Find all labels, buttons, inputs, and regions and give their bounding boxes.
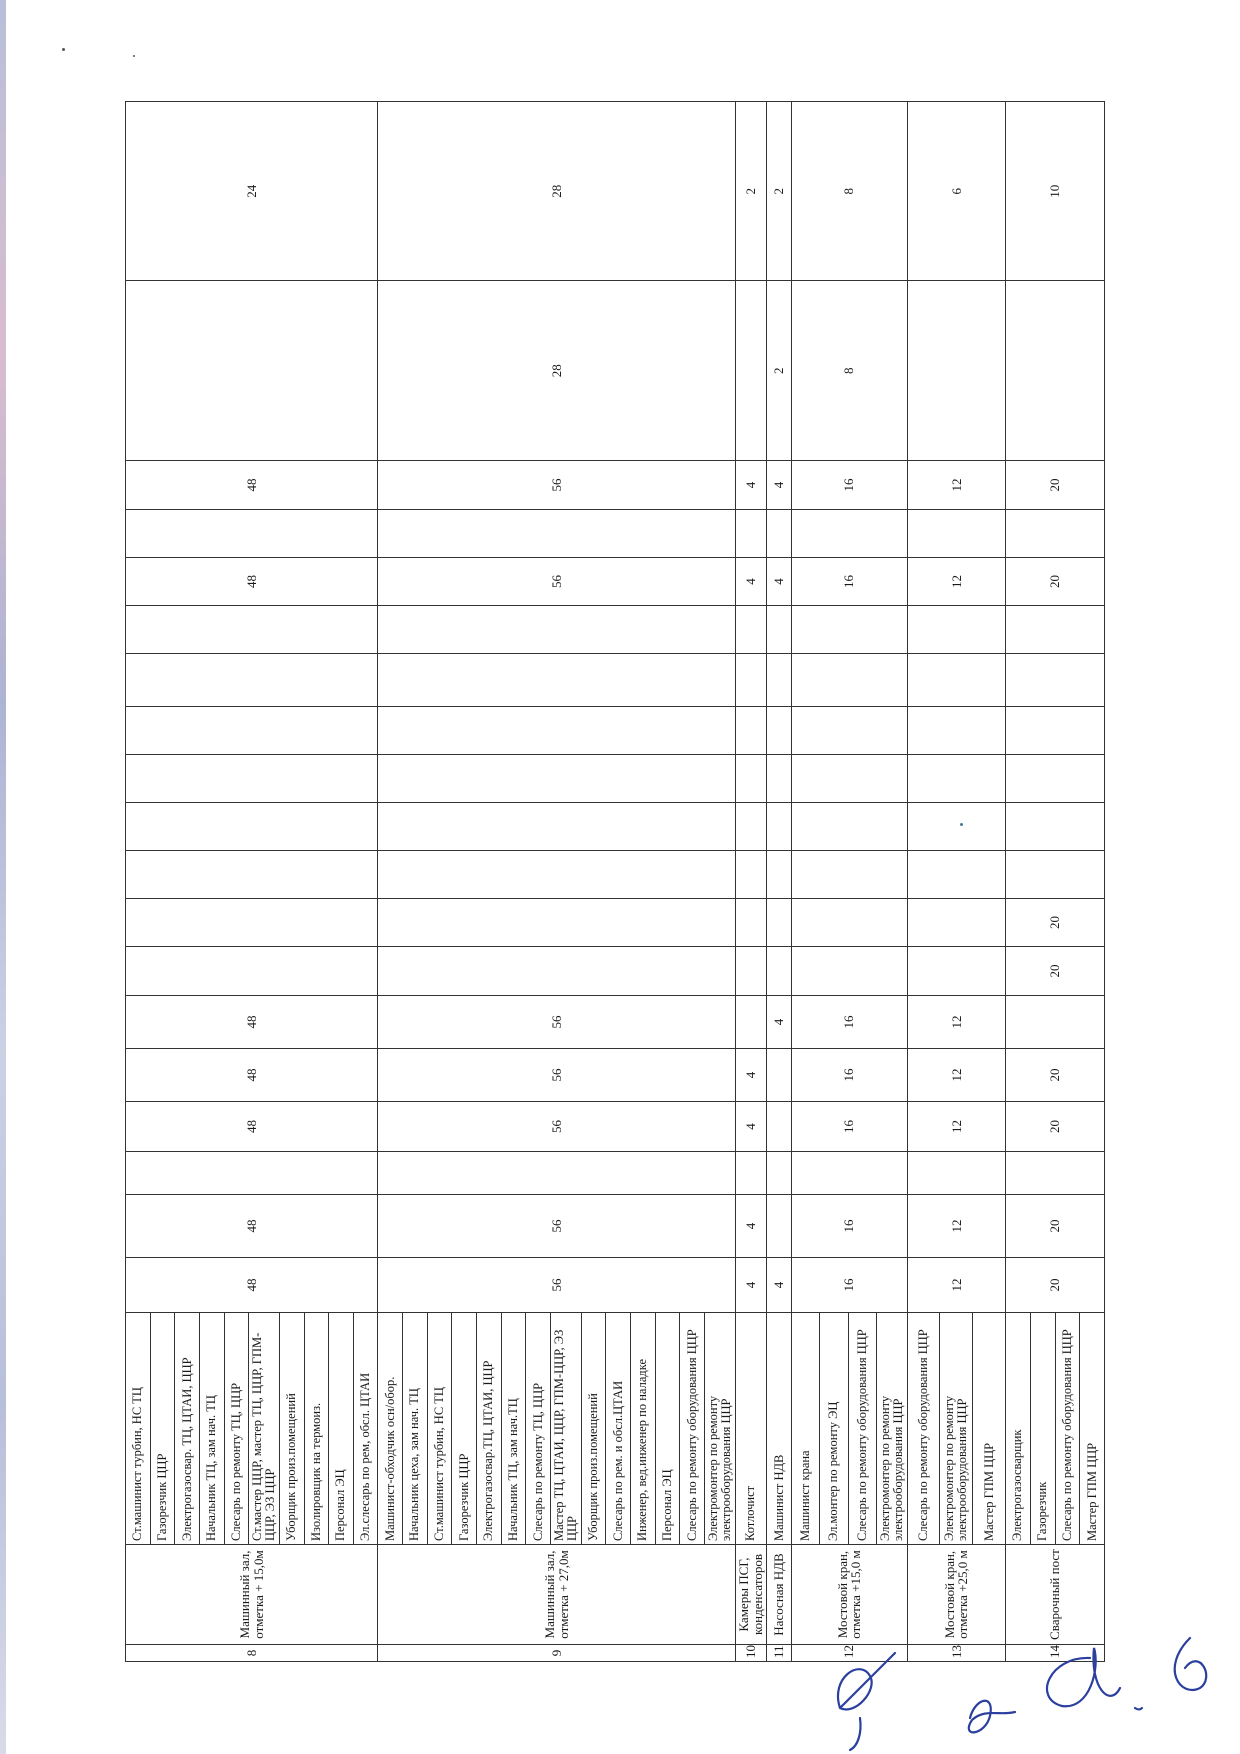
value-cell: 20 — [1006, 461, 1105, 510]
value-cell — [791, 803, 907, 851]
value-cell — [378, 755, 735, 803]
profession-cell: Слесарь по ремонту оборудования ЦЦР — [1055, 1313, 1080, 1545]
value-cell: 16 — [791, 461, 907, 510]
value-cell: 16 — [791, 558, 907, 606]
value-cell — [767, 755, 792, 803]
value-cell — [907, 1152, 1006, 1195]
value-cell — [1006, 996, 1105, 1049]
value-cell — [735, 803, 767, 851]
value-cell — [126, 947, 378, 996]
profession-cell: Котлочист — [735, 1313, 767, 1545]
handwritten-signatures — [800, 1598, 1220, 1754]
row-number: 14 — [1006, 1645, 1105, 1662]
table-row — [791, 102, 819, 1662]
value-cell: 4 — [735, 1195, 767, 1258]
value-cell — [907, 707, 1006, 755]
value-cell: 48 — [126, 1195, 378, 1258]
value-cell: 16 — [791, 996, 907, 1049]
value-cell: 48 — [126, 1049, 378, 1102]
value-cell: 28 — [378, 281, 735, 461]
value-cell — [735, 996, 767, 1049]
workplace-table — [125, 101, 1105, 1662]
value-cell — [791, 606, 907, 654]
profession-cell: Уборщик произ.помещений — [279, 1313, 304, 1545]
profession-cell: Газорезчик ЦЦР — [150, 1313, 175, 1545]
profession-cell: Газорезчик ЦЦР — [452, 1313, 477, 1545]
profession-cell: Эл.слесарь по рем, обсл. ЦТАИ — [353, 1313, 378, 1545]
value-cell: 12 — [907, 1049, 1006, 1102]
value-cell: 10 — [1006, 102, 1105, 282]
profession-cell: Ст.мастер ЦЦР, мастер ТЦ, ЦЦР, ГПМ-ЦЦР, ЭЗ ЦЦР — [249, 1313, 280, 1545]
profession-cell: Начальник ТЦ, зам нач. ТЦ — [199, 1313, 224, 1545]
value-cell: 56 — [378, 1049, 735, 1102]
value-cell: 4 — [735, 558, 767, 606]
value-cell: 24 — [126, 102, 378, 282]
value-cell: 20 — [1006, 947, 1105, 996]
profession-cell: Электромонтер по ремонту электрооборудования ЦЦР — [940, 1313, 973, 1545]
value-cell: 48 — [126, 1258, 378, 1313]
profession-cell: Мастер ТЦ, ЦТАИ, ЦЦР, ГПМ-ЦЦР, ЭЗ ЦЦР — [551, 1313, 582, 1545]
value-cell: 20 — [1006, 1049, 1105, 1102]
profession-cell: Мастер ГПМ ЦЦР — [973, 1313, 1006, 1545]
value-cell — [907, 510, 1006, 558]
workplace-name: Сварочный пост — [1006, 1545, 1105, 1645]
value-cell — [791, 654, 907, 707]
value-cell — [378, 1152, 735, 1195]
profession-cell: Мастер ГПМ ЦЦР — [1080, 1313, 1105, 1545]
profession-cell: Слесарь по ремонту оборудования ЦЦР — [907, 1313, 940, 1545]
value-cell — [907, 654, 1006, 707]
value-cell — [1006, 803, 1105, 851]
value-cell — [126, 510, 378, 558]
value-cell: 48 — [126, 461, 378, 510]
value-cell: 48 — [126, 558, 378, 606]
value-cell — [767, 606, 792, 654]
value-cell — [1006, 1152, 1105, 1195]
scan-edge-artifact — [0, 0, 6, 1754]
profession-cell: Машинист НДВ — [767, 1313, 792, 1545]
table-row — [907, 102, 940, 1662]
profession-cell: Уборщик произ.помещений — [581, 1313, 606, 1545]
value-cell: 20 — [1006, 1102, 1105, 1152]
value-cell: 6 — [907, 102, 1006, 282]
row-number: 8 — [126, 1645, 378, 1662]
value-cell: 4 — [735, 1102, 767, 1152]
table-row — [735, 102, 767, 1662]
value-cell: 56 — [378, 558, 735, 606]
value-cell — [378, 654, 735, 707]
table-row — [1006, 102, 1031, 1662]
value-cell — [378, 510, 735, 558]
value-cell — [378, 606, 735, 654]
value-cell — [907, 606, 1006, 654]
value-cell — [378, 803, 735, 851]
profession-cell: Эл.монтер по ремонту ЭЦ — [820, 1313, 848, 1545]
profession-cell: Газорезчик — [1030, 1313, 1055, 1545]
profession-cell: Электрогазосвар.ТЦ, ЦТАИ, ЦЦР — [477, 1313, 502, 1545]
table-row — [126, 102, 151, 1662]
value-cell — [1006, 707, 1105, 755]
value-cell — [767, 899, 792, 947]
value-cell: 48 — [126, 1102, 378, 1152]
value-cell — [767, 510, 792, 558]
profession-cell: Начальник цеха, зам нач. ТЦ — [403, 1313, 428, 1545]
value-cell: 16 — [791, 1102, 907, 1152]
row-number: 11 — [767, 1645, 792, 1662]
value-cell — [1006, 281, 1105, 461]
value-cell — [907, 947, 1006, 996]
profession-cell: Слесарь по ремонту оборудования ЦЦР — [680, 1313, 705, 1545]
value-cell: 20 — [1006, 558, 1105, 606]
profession-cell: Слесарь по рем. и обсл.ЦТАИ — [606, 1313, 631, 1545]
value-cell: 56 — [378, 1102, 735, 1152]
value-cell — [791, 899, 907, 947]
profession-cell: Машинист-обходчик осн/обор. — [378, 1313, 403, 1545]
value-cell — [791, 510, 907, 558]
workplace-name: Машинный зал, отметка + 27,0м — [378, 1545, 735, 1645]
value-cell — [735, 707, 767, 755]
value-cell — [126, 851, 378, 899]
workplace-name: Машинный зал, отметка + 15,0м — [126, 1545, 378, 1645]
value-cell — [735, 281, 767, 461]
value-cell — [378, 899, 735, 947]
value-cell — [1006, 510, 1105, 558]
value-cell — [735, 947, 767, 996]
value-cell: 8 — [791, 102, 907, 282]
workplace-name: Камеры ПСГ, конденсаторов — [735, 1545, 767, 1645]
value-cell — [126, 281, 378, 461]
value-cell — [767, 1049, 792, 1102]
value-cell: 4 — [767, 1258, 792, 1313]
value-cell — [907, 851, 1006, 899]
value-cell: 28 — [378, 102, 735, 282]
value-cell — [907, 803, 1006, 851]
value-cell — [126, 707, 378, 755]
value-cell — [126, 899, 378, 947]
value-cell: 56 — [378, 461, 735, 510]
value-cell — [767, 1195, 792, 1258]
value-cell — [126, 755, 378, 803]
profession-cell: Электромонтер по ремонту электрооборудования ЦЦР — [704, 1313, 735, 1545]
value-cell: 12 — [907, 996, 1006, 1049]
profession-cell: Персонал ЭЦ — [655, 1313, 680, 1545]
value-cell — [735, 899, 767, 947]
profession-cell: Начальник ТЦ, зам нач.ТЦ — [501, 1313, 526, 1545]
value-cell — [1006, 851, 1105, 899]
value-cell — [1006, 755, 1105, 803]
value-cell: 4 — [767, 558, 792, 606]
value-cell: 12 — [907, 558, 1006, 606]
value-cell: 2 — [767, 102, 792, 282]
value-cell: 48 — [126, 996, 378, 1049]
value-cell: 16 — [791, 1195, 907, 1258]
profession-cell: Электрогазосварщик — [1006, 1313, 1031, 1545]
workplace-name: Насосная НДВ — [767, 1545, 792, 1645]
value-cell: 2 — [735, 102, 767, 282]
scan-speck — [62, 48, 65, 51]
value-cell — [126, 606, 378, 654]
value-cell: 20 — [1006, 1258, 1105, 1313]
value-cell — [378, 707, 735, 755]
value-cell — [791, 755, 907, 803]
value-cell — [1006, 654, 1105, 707]
value-cell — [735, 510, 767, 558]
table-row — [767, 102, 792, 1662]
value-cell — [907, 281, 1006, 461]
value-cell — [767, 947, 792, 996]
value-cell — [735, 755, 767, 803]
value-cell — [907, 755, 1006, 803]
value-cell — [378, 947, 735, 996]
value-cell — [767, 1152, 792, 1195]
value-cell — [767, 1102, 792, 1152]
value-cell: 2 — [767, 281, 792, 461]
row-number: 10 — [735, 1645, 767, 1662]
value-cell — [1006, 606, 1105, 654]
value-cell: 56 — [378, 1258, 735, 1313]
profession-cell: Ст.машинист турбин, НС ТЦ — [427, 1313, 452, 1545]
profession-cell: Электромонтер по ремонту электрооборудования ЦЦР — [876, 1313, 907, 1545]
value-cell — [735, 1152, 767, 1195]
profession-cell: Слесарь по ремонту оборудования ЦЦР — [848, 1313, 876, 1545]
value-cell — [791, 1152, 907, 1195]
value-cell: 12 — [907, 1195, 1006, 1258]
profession-cell: Инженер, вед.инженер по наладке — [630, 1313, 655, 1545]
value-cell: 12 — [907, 1102, 1006, 1152]
profession-cell: Персонал ЭЦ — [329, 1313, 354, 1545]
profession-cell: Слесарь по ремонту ТЦ, ЦЦР — [224, 1313, 249, 1545]
value-cell: 16 — [791, 1258, 907, 1313]
row-number: 12 — [791, 1645, 907, 1662]
value-cell: 16 — [791, 1049, 907, 1102]
value-cell — [791, 851, 907, 899]
value-cell: 12 — [907, 461, 1006, 510]
value-cell — [767, 707, 792, 755]
value-cell — [767, 803, 792, 851]
value-cell: 4 — [735, 1049, 767, 1102]
profession-cell: Электрогазосвар. ТЦ, ЦТАИ, ЦЦР — [175, 1313, 200, 1545]
value-cell — [378, 851, 735, 899]
profession-cell: Ст.машинист турбин, НС ТЦ — [126, 1313, 151, 1545]
value-cell: 4 — [735, 461, 767, 510]
value-cell: 12 — [907, 1258, 1006, 1313]
value-cell — [735, 654, 767, 707]
scan-speck — [133, 55, 135, 57]
workplace-name: Мостовой кран, отметка +25,0 м — [907, 1545, 1006, 1645]
value-cell: 4 — [767, 461, 792, 510]
value-cell — [791, 707, 907, 755]
row-number: 9 — [378, 1645, 735, 1662]
value-cell — [767, 654, 792, 707]
document-sheet — [125, 101, 1105, 1662]
workplace-name: Мостовой кран, отметка +15,0 м — [791, 1545, 907, 1645]
value-cell — [791, 947, 907, 996]
profession-cell: Изолировщик на термоиз. — [304, 1313, 329, 1545]
value-cell — [767, 851, 792, 899]
value-cell — [126, 654, 378, 707]
value-cell: 8 — [791, 281, 907, 461]
value-cell — [735, 606, 767, 654]
value-cell: 56 — [378, 996, 735, 1049]
profession-cell: Слесарь по ремонту ТЦ, ЦЦР — [526, 1313, 551, 1545]
rotated-table-container — [125, 101, 1105, 1662]
profession-cell: Машинист крана — [791, 1313, 819, 1545]
value-cell: 4 — [735, 1258, 767, 1313]
value-cell — [126, 803, 378, 851]
row-number: 13 — [907, 1645, 1006, 1662]
value-cell — [126, 1152, 378, 1195]
value-cell: 20 — [1006, 1195, 1105, 1258]
value-cell: 20 — [1006, 899, 1105, 947]
value-cell: 56 — [378, 1195, 735, 1258]
value-cell — [735, 851, 767, 899]
value-cell — [907, 899, 1006, 947]
table-row — [378, 102, 403, 1662]
value-cell: 4 — [767, 996, 792, 1049]
